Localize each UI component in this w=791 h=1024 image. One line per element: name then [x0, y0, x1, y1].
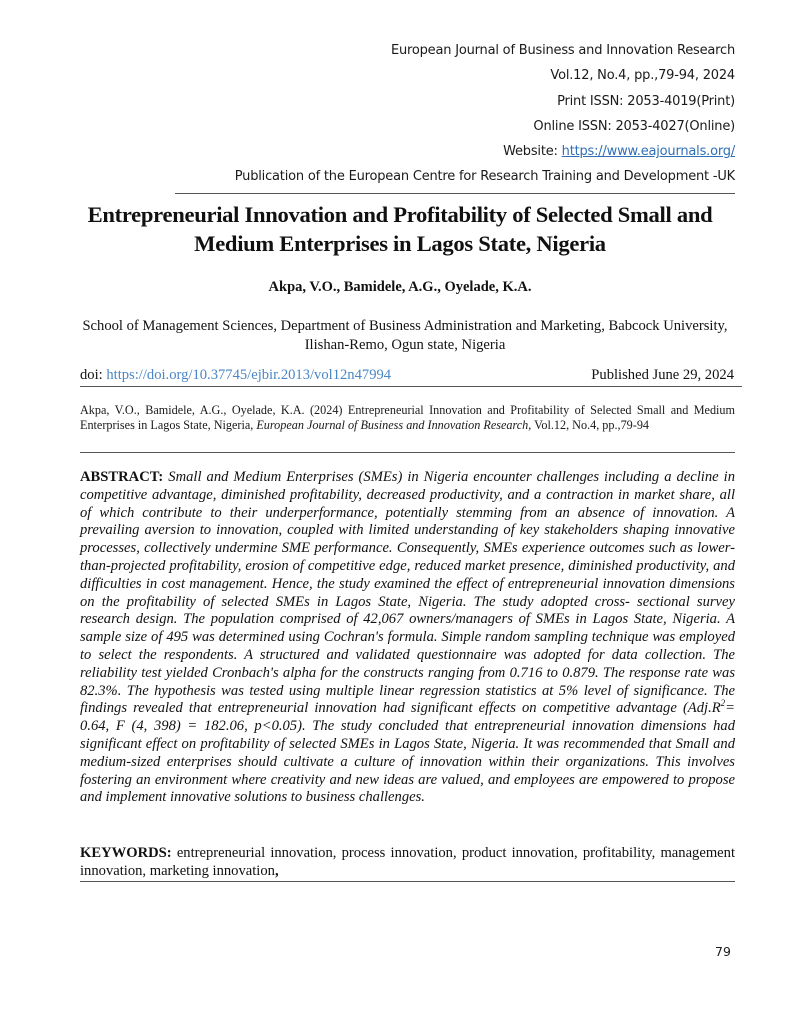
keywords	[80, 845, 735, 881]
keywords-text: entrepreneurial innovation, process innovation, product innovation, profitability, management innovation, marketing innovation	[80, 845, 736, 879]
author-affiliation: School of Management Sciences, Department of Business Administration and Marketing, Babcock University, Ilishan-Remo, Ogun state, Nigeria	[82, 318, 728, 353]
website-label: Website:	[503, 144, 562, 160]
abstract	[80, 469, 735, 807]
website-link[interactable]: https://www.eajournals.org/	[561, 144, 735, 160]
journal-name: European Journal of Business and Innovation Research	[390, 43, 735, 58]
citation-divider	[80, 452, 735, 453]
citation-suffix: , Vol.12, No.4, pp.,79-94	[528, 418, 650, 433]
article-title: Entrepreneurial Innovation and Profitability of Selected Small and Medium Enterprises in Lagos State, Nigeria	[87, 202, 713, 256]
abstract-label: ABSTRACT:	[80, 469, 164, 485]
abstract-superscript: 2	[720, 698, 726, 709]
published-date: Published June 29, 2024	[591, 367, 734, 383]
page-number: 79	[715, 944, 731, 959]
citation-journal: European Journal of Business and Innovation Research	[256, 418, 529, 433]
abstract-body	[80, 469, 735, 805]
article-authors: Akpa, V.O., Bamidele, A.G., Oyelade, K.A.	[268, 279, 532, 295]
citation-prefix: Akpa, V.O., Bamidele, A.G., Oyelade, K.A. (2024) Entrepreneurial Innovation and Profitability of Selected Small and Medium Enterprises in Lagos State, Nigeria,	[80, 403, 735, 433]
keywords-label: KEYWORDS:	[80, 845, 172, 861]
website-line	[175, 139, 735, 164]
abstract-text-part1: Small and Medium Enterprises (SMEs) in Nigeria encounter challenges including a decline in competitive advantage, diminished profitability, decreased productivity, and a contraction in market share, all of which contribute to their underperformance, potentially stemming from an absence of innovation. A prevailing aversion to innovation, coupled with limited understanding of key stakeholders shaping innovative processes, collectively undermine SME performance. Consequently, SMEs experience outcomes such as lower-than-projected profitability, erosion of competitive edge, reduced market presence, diminished productivity, and difficulties in cost management. Hence, the study examined the effect of entrepreneurial innovation dimensions on the profitability of selected SMEs in Lagos State, Nigeria. The study adopted cross- sectional survey research design. The population comprised of 42,067 owners/managers of SMEs in Lagos State, Nigeria. A sample size of 495 was determined using Cochran's formula. Simple random sampling technique was employed to select the respondents. A structured and validated questionnaire was adopted for data collection. The reliability test yielded Cronbach's alpha for the constructs ranging from 0.716 to 0.879. The response rate was 82.3%. The hypothesis was tested using multiple linear regression statistics at 5% level of significance. The findings revealed that entrepreneurial innovation had significant effects on competitive advantage (Adj.R	[80, 469, 735, 717]
citation	[80, 403, 735, 434]
abstract-text-part2: = 0.64, F (4, 398) = 182.06, p<0.05). The study concluded that entrepreneurial innovation dimensions had significant effect on profitability of selected SMEs in Lagos State, Nigeria. It was recommended that Small and medium-sized enterprises should cultivate a culture of innovation within their organizations. This involves fostering an environment where creativity and new ideas are valued, and employees are empowered to propose and implement innovative solutions to business challenges.	[80, 700, 735, 806]
print-issn: Print ISSN: 2053-4019(Print)	[557, 93, 735, 109]
keywords-divider	[80, 881, 735, 882]
keywords-trailing: ,	[274, 862, 279, 879]
header-divider	[175, 193, 735, 194]
doi-row	[80, 366, 742, 384]
doi-link[interactable]: https://doi.org/10.37745/ejbir.2013/vol12n47994	[106, 367, 392, 383]
doi-label: doi:	[80, 367, 107, 383]
journal-header	[175, 38, 735, 190]
online-issn: Online ISSN: 2053-4027(Online)	[533, 118, 735, 134]
publisher-line: Publication of the European Centre for Research Training and Development -UK	[234, 169, 735, 185]
doi-divider	[80, 386, 742, 387]
journal-volume: Vol.12, No.4, pp.,79-94, 2024	[550, 68, 735, 84]
